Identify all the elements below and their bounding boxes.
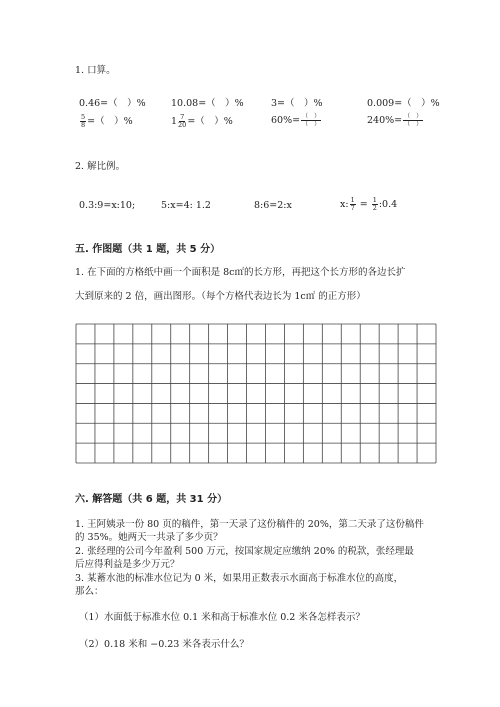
oral-calc-item: 0.009=（ ）%	[367, 98, 440, 109]
section2-title: 2. 解比例。	[75, 161, 126, 172]
section6-heading: 六. 解答题（共 6 题，共 31 分）	[75, 494, 228, 505]
oral-calc-item: 60%= （ ） （ ）	[271, 113, 321, 128]
oral-calc-item: $\frac{5}{8}$ =（ ）%	[81, 113, 133, 129]
proportion-item: x: $\frac{1}{7}$ = $\frac{1}{2}$ :0.4	[340, 196, 398, 212]
question-3-line: 3. 某蓄水池的标准水位记为 0 米，如果用正数表示水面高于标准水位的高度，	[75, 573, 404, 584]
section5-heading: 五. 作图题（共 1 题，共 5 分）	[75, 244, 221, 255]
proportion-item: 5:x=4: 1.2	[161, 200, 211, 211]
oral-calc-item: 3=（ ）%	[271, 98, 323, 109]
sub-question: （1）水面低于标准水位 0.1 米和高于标准水位 0.2 米各怎样表示？	[79, 612, 365, 623]
blank-fraction: （ ） （ ）	[404, 113, 423, 128]
fraction: $\frac{5}{8}$	[81, 113, 86, 129]
question-1-line: 的 35%。她两天一共录了多少页？	[75, 532, 223, 543]
blank-fraction: （ ） （ ）	[302, 113, 321, 128]
oral-calc-item: 10.08=（ ）%	[171, 98, 244, 109]
oral-calc-item: 1 $\frac{7}{20}$ =（ ）%	[171, 113, 233, 129]
drawing-question-line: 1. 在下面的方格纸中画一个面积是 8c㎡的长方形，再把这个长方形的各边长扩	[75, 267, 406, 278]
drawing-question-line: 大到原来的 2 倍，画出图形。（每个方格代表边长为 1c㎡ 的正方形）	[75, 291, 366, 302]
question-1-line: 1. 王阿姨录一份 80 页的稿件，第一天录了这份稿件的 20%，第二天录了这份稿件	[75, 519, 424, 530]
fraction: $\frac{7}{20}$	[178, 113, 187, 129]
oral-calc-item: 0.46=（ ）%	[79, 98, 146, 109]
square-grid	[75, 323, 437, 464]
question-3-line: 那么：	[75, 586, 104, 597]
section1-title: 1. 口算。	[75, 65, 116, 76]
proportion-item: 8:6=2:x	[254, 200, 292, 211]
proportion-item: 0.3:9=x:10;	[79, 200, 136, 211]
fraction: $\frac{1}{7}$	[350, 196, 355, 212]
question-2-line: 后应得利益是多少万元？	[75, 559, 180, 570]
oral-calc-item: 240%= （ ） （ ）	[367, 113, 423, 128]
fraction: $\frac{1}{2}$	[372, 196, 377, 212]
sub-question: （2）0.18 米和 −0.23 米各表示什么？	[79, 639, 249, 650]
question-2-line: 2. 张经理的公司今年盈利 500 万元，按国家规定应缴纳 20% 的税款，张经理最	[75, 546, 414, 557]
